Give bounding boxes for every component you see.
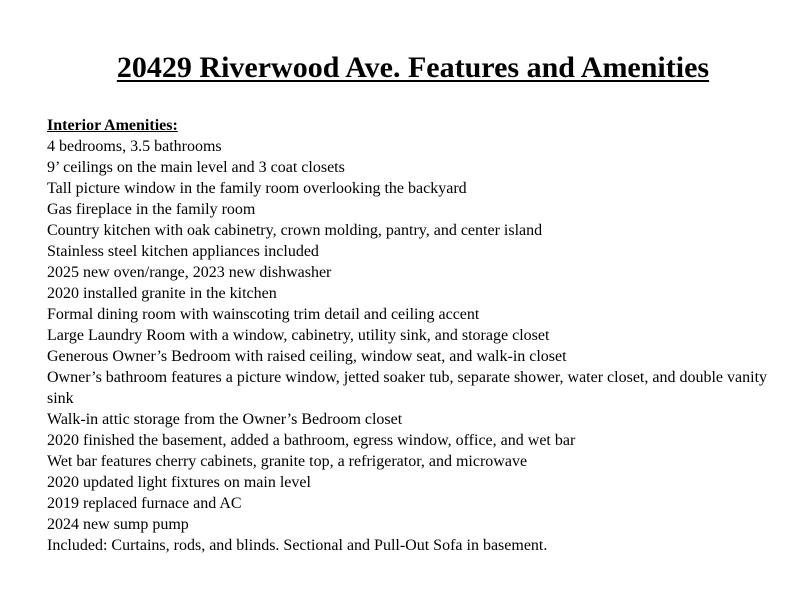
list-item: Tall picture window in the family room overlooking the backyard: [47, 180, 467, 197]
list-item: Country kitchen with oak cabinetry, crown molding, pantry, and center island: [47, 222, 543, 239]
list-item: 2020 finished the basement, added a bathroom, egress window, office, and wet bar: [47, 432, 576, 449]
list-item: Formal dining room with wainscoting trim detail and ceiling accent: [47, 306, 480, 323]
list-item: Owner’s bathroom features a picture window, jetted soaker tub, separate shower, water closet, and double vanity sink: [47, 369, 768, 407]
list-item: 2020 updated light fixtures on main level: [47, 474, 311, 491]
amenities-section: [47, 115, 787, 556]
list-item: Generous Owner’s Bedroom with raised ceiling, window seat, and walk-in closet: [47, 348, 567, 365]
list-item: Large Laundry Room with a window, cabinetry, utility sink, and storage closet: [47, 327, 550, 344]
list-item: 9’ ceilings on the main level and 3 coat closets: [47, 159, 345, 176]
list-item: 2024 new sump pump: [47, 516, 189, 533]
list-item: Walk-in attic storage from the Owner’s Bedroom closet: [47, 411, 403, 428]
page-title: 20429 Riverwood Ave. Features and Amenities: [116, 51, 710, 84]
list-item: Wet bar features cherry cabinets, granite top, a refrigerator, and microwave: [47, 453, 528, 470]
list-item: 4 bedrooms, 3.5 bathrooms: [47, 138, 222, 155]
list-item: 2025 new oven/range, 2023 new dishwasher: [47, 264, 332, 281]
list-item: Stainless steel kitchen appliances included: [47, 243, 319, 260]
list-item: 2019 replaced furnace and AC: [47, 495, 242, 512]
list-item: 2020 installed granite in the kitchen: [47, 285, 277, 302]
list-item: Gas fireplace in the family room: [47, 201, 256, 218]
list-item: Included: Curtains, rods, and blinds. Sectional and Pull-Out Sofa in basement.: [47, 537, 548, 554]
section-heading: Interior Amenities:: [47, 117, 178, 134]
